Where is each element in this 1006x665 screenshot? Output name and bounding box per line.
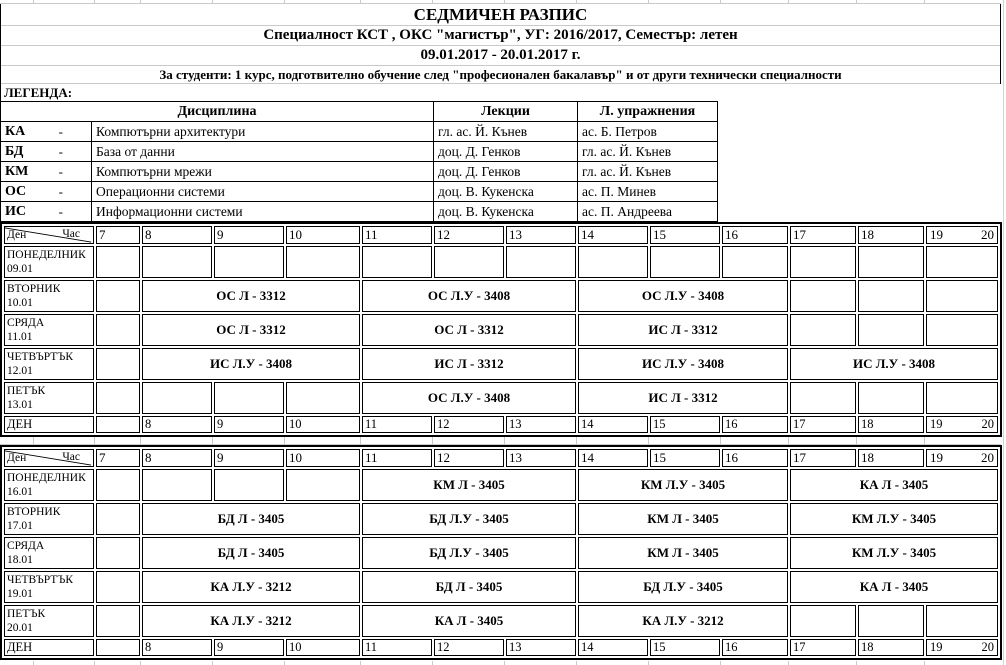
day-cell-09.01 xyxy=(4,246,94,278)
empty-slot-cell xyxy=(926,605,998,637)
day-row-16.01 xyxy=(4,469,998,501)
course-cell: ОС Л.У - 3408 xyxy=(362,382,576,414)
empty-slot-cell xyxy=(722,246,788,278)
day-cell-12.01 xyxy=(4,348,94,380)
date-range: 09.01.2017 - 20.01.2017 г. xyxy=(1,46,1000,66)
day-date: 19.01 xyxy=(7,588,33,600)
empty-slot-cell xyxy=(858,280,924,312)
hour-header xyxy=(926,449,998,467)
empty-slot-cell xyxy=(96,469,140,501)
hour-header-17: 17 xyxy=(790,449,856,467)
day-cell-20.01 xyxy=(4,605,94,637)
dash-separator: - xyxy=(31,182,92,202)
empty-slot-cell xyxy=(926,382,998,414)
course-cell: ИС Л - 3312 xyxy=(362,348,576,380)
hour-footer-12: 12 xyxy=(434,639,504,656)
hour-footer-19: 19 xyxy=(930,640,943,654)
day-date: 16.01 xyxy=(7,486,33,498)
hour-header-13: 13 xyxy=(506,226,576,244)
empty-slot-cell xyxy=(96,382,140,414)
students-note: За студенти: 1 курс, подготвително обучение след "професионален бакалавър" и от други технически специалности xyxy=(1,66,1000,84)
day-cell-13.01 xyxy=(4,382,94,414)
course-cell: БД Л - 3405 xyxy=(362,571,576,603)
legend-row xyxy=(1,122,718,142)
hour-header-9: 9 xyxy=(214,226,284,244)
discipline-abbr: БД xyxy=(1,142,31,162)
hour-header-7: 7 xyxy=(96,449,140,467)
hour-header-19: 19 xyxy=(930,227,943,242)
hour-header-15: 15 xyxy=(650,226,720,244)
hour-header-19: 19 xyxy=(930,450,943,465)
hour-header-20: 20 xyxy=(981,227,994,242)
day-cell-16.01 xyxy=(4,469,94,501)
hour-footer-13: 13 xyxy=(506,416,576,433)
course-cell: ИС Л - 3312 xyxy=(578,314,788,346)
right-margin-gridline xyxy=(1003,0,1004,665)
hour-footer-row xyxy=(4,639,998,656)
course-cell: ИС Л.У - 3408 xyxy=(790,348,998,380)
page-title: СЕДМИЧЕН РАЗПИС xyxy=(1,4,1000,26)
empty-slot-cell xyxy=(96,503,140,535)
day-date: 11.01 xyxy=(7,331,33,343)
day-row-19.01 xyxy=(4,571,998,603)
hour-footer-16: 16 xyxy=(722,639,788,656)
course-cell: ОС Л - 3312 xyxy=(362,314,576,346)
hour-footer-row xyxy=(4,416,998,433)
day-name: ВТОРНИК xyxy=(7,506,61,518)
specialty-subtitle: Специалност КСТ , ОКС "магистър", УГ: 2016/2017, Семестър: летен xyxy=(1,26,1000,46)
hour-header-18: 18 xyxy=(858,226,924,244)
hour-header xyxy=(926,226,998,244)
corner-hour-label: Час xyxy=(62,228,80,240)
day-cell-10.01 xyxy=(4,280,94,312)
empty-slot-cell xyxy=(926,280,998,312)
exercise-lecturer-name: ас. Б. Петров xyxy=(578,122,718,142)
hour-footer-10: 10 xyxy=(286,416,360,433)
day-name: ЧЕТВЪРТЪК xyxy=(7,351,74,363)
legend-label: ЛЕГЕНДА: xyxy=(0,84,1001,101)
corner-hour-label: Час xyxy=(62,451,80,463)
course-cell: ОС Л.У - 3408 xyxy=(578,280,788,312)
course-cell: КМ Л - 3405 xyxy=(578,503,788,535)
hour-footer xyxy=(926,639,998,656)
empty-slot-cell xyxy=(506,246,576,278)
spreadsheet-gridlines-top xyxy=(0,0,1001,4)
empty-slot-cell xyxy=(142,382,212,414)
hour-footer-8: 8 xyxy=(142,639,212,656)
hour-header-11: 11 xyxy=(362,226,432,244)
empty-slot-cell xyxy=(286,382,360,414)
hour-footer-14: 14 xyxy=(578,639,648,656)
empty-slot-cell xyxy=(286,246,360,278)
empty-slot-cell xyxy=(96,280,140,312)
dash-separator: - xyxy=(31,162,92,182)
empty-slot-cell xyxy=(434,246,504,278)
hour-footer-8: 8 xyxy=(142,416,212,433)
legend-row xyxy=(1,202,718,222)
hour-footer-16: 16 xyxy=(722,416,788,433)
empty-slot-cell xyxy=(142,469,212,501)
day-date: 09.01 xyxy=(7,263,33,275)
day-date: 13.01 xyxy=(7,399,33,411)
exercise-lecturer-name: гл. ас. Й. Кънев xyxy=(578,142,718,162)
week-2-schedule xyxy=(0,445,1006,660)
day-hour-corner-cell xyxy=(4,226,94,244)
hour-header-13: 13 xyxy=(506,449,576,467)
day-cell-17.01 xyxy=(4,503,94,535)
empty-slot-cell xyxy=(96,571,140,603)
day-name: ПЕТЪК xyxy=(7,608,46,620)
legend-table xyxy=(0,101,718,222)
day-name: ВТОРНИК xyxy=(7,283,61,295)
course-cell: ИС Л.У - 3408 xyxy=(142,348,360,380)
day-name: ПОНЕДЕЛНИК xyxy=(7,472,86,484)
hour-footer-17: 17 xyxy=(790,639,856,656)
hour-footer-20: 20 xyxy=(981,417,994,431)
course-cell: ИС Л - 3312 xyxy=(578,382,788,414)
week-2-table xyxy=(0,445,1002,660)
dash-separator: - xyxy=(31,202,92,222)
empty-slot-cell xyxy=(858,314,924,346)
hour-header-10: 10 xyxy=(286,449,360,467)
hour-footer xyxy=(926,416,998,433)
discipline-abbr: ОС xyxy=(1,182,31,202)
hour-header-12: 12 xyxy=(434,449,504,467)
legend-row xyxy=(1,142,718,162)
day-name: ПЕТЪК xyxy=(7,385,46,397)
hour-header-14: 14 xyxy=(578,226,648,244)
empty-slot-cell xyxy=(650,246,720,278)
empty-slot-cell xyxy=(362,246,432,278)
day-row-11.01 xyxy=(4,314,998,346)
empty-slot-cell xyxy=(96,537,140,569)
week-1-schedule xyxy=(0,222,1006,437)
day-name: ПОНЕДЕЛНИК xyxy=(7,249,86,261)
legend-col-lab-exercises: Л. упражнения xyxy=(578,102,718,122)
day-hour-corner-cell xyxy=(4,449,94,467)
course-cell: КА Л.У - 3212 xyxy=(578,605,788,637)
course-cell: ОС Л.У - 3408 xyxy=(362,280,576,312)
course-cell: КМ Л - 3405 xyxy=(362,469,576,501)
day-cell-19.01 xyxy=(4,571,94,603)
course-cell: КМ Л - 3405 xyxy=(578,537,788,569)
empty-slot-cell xyxy=(142,246,212,278)
hour-footer-12: 12 xyxy=(434,416,504,433)
hour-footer-15: 15 xyxy=(650,416,720,433)
course-cell: ОС Л - 3312 xyxy=(142,314,360,346)
empty-slot-cell xyxy=(578,246,648,278)
empty-slot-cell xyxy=(858,246,924,278)
day-date: 20.01 xyxy=(7,622,33,634)
course-cell: БД Л.У - 3405 xyxy=(362,537,576,569)
hour-header-17: 17 xyxy=(790,226,856,244)
day-name: ЧЕТВЪРТЪК xyxy=(7,574,74,586)
hour-header-8: 8 xyxy=(142,449,212,467)
course-cell: БД Л.У - 3405 xyxy=(362,503,576,535)
hour-header-row xyxy=(4,226,998,244)
hour-header-16: 16 xyxy=(722,226,788,244)
empty-slot-cell xyxy=(96,605,140,637)
spreadsheet-gridlines-bottom xyxy=(0,661,1001,665)
hour-footer-19: 19 xyxy=(930,417,943,431)
empty-slot-cell xyxy=(858,382,924,414)
empty-slot-cell xyxy=(926,314,998,346)
hour-footer-18: 18 xyxy=(858,639,924,656)
day-row-10.01 xyxy=(4,280,998,312)
empty-slot-cell xyxy=(926,246,998,278)
course-cell: ОС Л - 3312 xyxy=(142,280,360,312)
legend-row xyxy=(1,182,718,202)
empty-slot-cell xyxy=(858,605,924,637)
empty-slot-cell xyxy=(790,280,856,312)
hour-header-row xyxy=(4,449,998,467)
title-box xyxy=(0,4,1001,84)
hour-header-8: 8 xyxy=(142,226,212,244)
empty-slot-cell xyxy=(790,382,856,414)
hour-header-11: 11 xyxy=(362,449,432,467)
hour-header-16: 16 xyxy=(722,449,788,467)
lecturer-name: доц. В. Кукенска xyxy=(434,182,578,202)
course-cell: БД Л - 3405 xyxy=(142,537,360,569)
discipline-name: Операционни системи xyxy=(92,182,434,202)
course-cell: КА Л - 3405 xyxy=(362,605,576,637)
day-row-17.01 xyxy=(4,503,998,535)
empty-slot-cell xyxy=(96,246,140,278)
hour-footer-18: 18 xyxy=(858,416,924,433)
hour-header-14: 14 xyxy=(578,449,648,467)
footer-empty-cell xyxy=(96,639,140,656)
hour-footer-9: 9 xyxy=(214,639,284,656)
lecturer-name: доц. Д. Генков xyxy=(434,142,578,162)
day-date: 18.01 xyxy=(7,554,33,566)
day-row-20.01 xyxy=(4,605,998,637)
hour-footer-15: 15 xyxy=(650,639,720,656)
hour-footer-17: 17 xyxy=(790,416,856,433)
discipline-abbr: КМ xyxy=(1,162,31,182)
hour-footer-11: 11 xyxy=(362,416,432,433)
empty-slot-cell xyxy=(790,605,856,637)
day-cell-18.01 xyxy=(4,537,94,569)
empty-slot-cell xyxy=(96,314,140,346)
hour-header-15: 15 xyxy=(650,449,720,467)
footer-empty-cell xyxy=(96,416,140,433)
hour-footer-10: 10 xyxy=(286,639,360,656)
empty-slot-cell xyxy=(790,314,856,346)
week-1-table xyxy=(0,222,1002,437)
hour-header-12: 12 xyxy=(434,226,504,244)
course-cell: КМ Л.У - 3405 xyxy=(578,469,788,501)
hour-header-7: 7 xyxy=(96,226,140,244)
lecturer-name: доц. В. Кукенска xyxy=(434,202,578,222)
hour-footer-9: 9 xyxy=(214,416,284,433)
empty-slot-cell xyxy=(214,246,284,278)
hour-footer-14: 14 xyxy=(578,416,648,433)
exercise-lecturer-name: гл. ас. Й. Кънев xyxy=(578,162,718,182)
legend-row xyxy=(1,162,718,182)
hour-footer-11: 11 xyxy=(362,639,432,656)
day-date: 17.01 xyxy=(7,520,33,532)
hour-header-9: 9 xyxy=(214,449,284,467)
exercise-lecturer-name: ас. П. Андреева xyxy=(578,202,718,222)
legend-col-lectures: Лекции xyxy=(434,102,578,122)
corner-day-label: Ден xyxy=(7,452,27,464)
empty-slot-cell xyxy=(96,348,140,380)
discipline-name: Компютърни мрежи xyxy=(92,162,434,182)
legend-col-discipline: Дисциплина xyxy=(1,102,434,122)
course-cell: КА Л - 3405 xyxy=(790,571,998,603)
hour-header-20: 20 xyxy=(981,450,994,465)
dash-separator: - xyxy=(31,142,92,162)
spreadsheet-gridlines-gap xyxy=(0,437,1001,445)
footer-day-label: ДЕН xyxy=(4,639,94,656)
footer-day-label: ДЕН xyxy=(4,416,94,433)
dash-separator: - xyxy=(31,122,92,142)
empty-slot-cell xyxy=(214,469,284,501)
day-date: 10.01 xyxy=(7,297,33,309)
discipline-name: Компютърни архитектури xyxy=(92,122,434,142)
lecturer-name: гл. ас. Й. Кънев xyxy=(434,122,578,142)
empty-slot-cell xyxy=(286,469,360,501)
course-cell: ИС Л.У - 3408 xyxy=(578,348,788,380)
day-row-09.01 xyxy=(4,246,998,278)
course-cell: КМ Л.У - 3405 xyxy=(790,537,998,569)
course-cell: КА Л.У - 3212 xyxy=(142,605,360,637)
course-cell: КА Л.У - 3212 xyxy=(142,571,360,603)
hour-header-10: 10 xyxy=(286,226,360,244)
corner-day-label: Ден xyxy=(7,229,27,241)
exercise-lecturer-name: ас. П. Минев xyxy=(578,182,718,202)
day-cell-11.01 xyxy=(4,314,94,346)
day-row-13.01 xyxy=(4,382,998,414)
day-name: СРЯДА xyxy=(7,540,45,552)
empty-slot-cell xyxy=(790,246,856,278)
hour-footer-13: 13 xyxy=(506,639,576,656)
legend-header-row xyxy=(1,102,718,122)
lecturer-name: доц. Д. Генков xyxy=(434,162,578,182)
discipline-abbr: ИС xyxy=(1,202,31,222)
discipline-name: База от данни xyxy=(92,142,434,162)
day-row-12.01 xyxy=(4,348,998,380)
empty-slot-cell xyxy=(214,382,284,414)
discipline-name: Информационни системи xyxy=(92,202,434,222)
day-row-18.01 xyxy=(4,537,998,569)
course-cell: КА Л - 3405 xyxy=(790,469,998,501)
course-cell: БД Л - 3405 xyxy=(142,503,360,535)
day-date: 12.01 xyxy=(7,365,33,377)
discipline-abbr: КА xyxy=(1,122,31,142)
hour-footer-20: 20 xyxy=(981,640,994,654)
course-cell: БД Л.У - 3405 xyxy=(578,571,788,603)
course-cell: КМ Л.У - 3405 xyxy=(790,503,998,535)
hour-header-18: 18 xyxy=(858,449,924,467)
day-name: СРЯДА xyxy=(7,317,45,329)
